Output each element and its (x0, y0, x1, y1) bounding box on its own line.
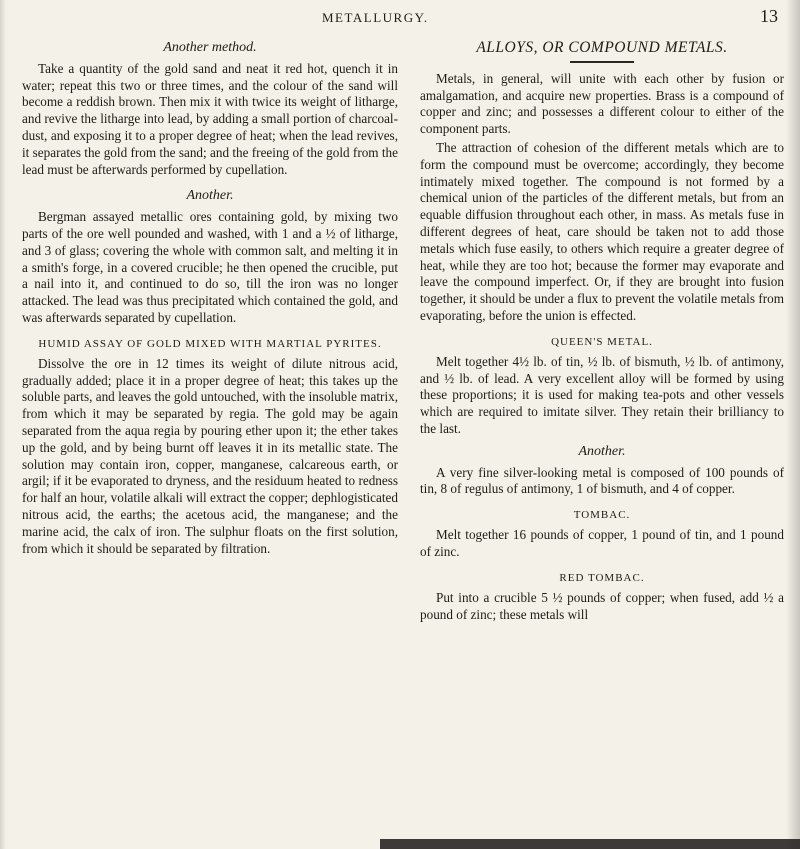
paragraph-queens-metal: Melt together 4½ lb. of tin, ½ lb. of bismuth, ½ lb. of antimony, and ½ lb. of lead. A very excellent alloy will be formed by using these proportions; it is used for making tea-pots and other vessels which are required to imitate silver. They retain their brilliancy to the last. (420, 353, 784, 436)
page-gutter-shadow (0, 0, 6, 849)
chapter-heading-alloys: ALLOYS, OR COMPOUND METALS. (476, 39, 728, 56)
section-heading-queens-metal: QUEEN'S METAL. (551, 335, 653, 348)
section-heading-another: Another. (186, 188, 234, 204)
paragraph-humid-assay: Dissolve the ore in 12 times its weight of dilute nitrous acid, gradually added; place it in a proper degree of heat; this takes up the soluble parts, and leaves the gold untouched, with the insoluble matrix, from which it may be separated by regia. The gold may be again separated from the aqua regia by pouring ether upon it; the ether takes up the gold, and by being burnt off leaves it in its metallic state. The solution may contain iron, copper, manganese, calcareous earth, or argil; if it be evaporated to dryness, and the residuum heated to redness for half an hour, volatile alkali will extract the copper; dephlogisticated nitrous acid, the earths; the acetous acid, the manganese; and the marine acid, the calx of iron. The sulphur floats on the first solution, from which it should be separated by filtration. (22, 355, 398, 556)
paragraph-gold-sand: Take a quantity of the gold sand and neat it red hot, quench it in water; repeat this two or three times, and the colour of the sand will become a reddish brown. Then mix it with twice its weight of litharge, and revive the litharge into lead, by adding a small portion of charcoal-dust, and exposing it to a proper degree of heat; when the lead revives, it separates the gold from the sand; and the freeing of the gold from the lead must be afterwards performed by cupellation. (22, 60, 398, 177)
page-number: 13 (760, 6, 778, 26)
section-heading-tombac: TOMBAC. (573, 509, 631, 522)
running-head (0, 6, 800, 30)
page-bottom-edge (380, 839, 800, 849)
heading-rule (570, 61, 634, 63)
section-heading-red-tombac: RED TOMBAC. (559, 571, 645, 584)
paragraph-tombac: Melt together 16 pounds of copper, 1 pound of tin, and 1 pound of zinc. (420, 527, 784, 559)
paragraph-red-tombac: Put into a crucible 5 ½ pounds of copper; when fused, add ½ a pound of zinc; these metals will (420, 589, 784, 622)
left-column (22, 40, 398, 559)
paragraph-metals-unite: Metals, in general, will unite with each other by fusion or amalgamation, and acquire new properties. Brass is a compound of copper and zinc; and possesses a different colour to either of the component parts. (420, 70, 784, 137)
section-heading-another-right: Another. (578, 443, 626, 459)
paragraph-attraction-cohesion: The attraction of cohesion of the different metals which are to form the compound must be overcome; accordingly, they become intimately mixed together. The compound is not formed by a chemical union of the particles of the different metals, but from an equable diffusion throughout each other, in mass. As metals fuse in different degrees of heat, care should be taken not to add those metals which fuse easily, to others which require a greater degree of heat, while they are too hot; because the former may evaporate and leave the compound imperfect. Or, if they are brought into fusion together, it should be under a flux to prevent the volatile metals from evaporating, before the union is effected. (420, 139, 784, 323)
right-column (420, 40, 784, 625)
section-heading-humid-assay: HUMID ASSAY OF GOLD MIXED WITH MARTIAL PYRITES. (38, 337, 382, 350)
section-heading-another-method: Another method. (163, 40, 257, 55)
paragraph-silver-metal: A very fine silver-looking metal is composed of 100 pounds of tin, 8 of regulus of antimony, 1 of bismuth, and 4 of copper. (420, 464, 784, 497)
paragraph-bergman-assay: Bergman assayed metallic ores containing gold, by mixing two parts of the ore well pounded and washed, with 1 and a ½ of litharge, and 3 of glass; covering the whole with common salt, and melting it in a smith's forge, in a covered crucible; he then opened the crucible, put a nail into it, and continued to do so, till the iron was no longer attacked. The lead was thus precipitated which contained the gold, and was afterwards separated by cupellation. (22, 209, 398, 325)
running-title: METALLURGY. (322, 10, 429, 25)
page-edge-shadow (786, 0, 800, 849)
